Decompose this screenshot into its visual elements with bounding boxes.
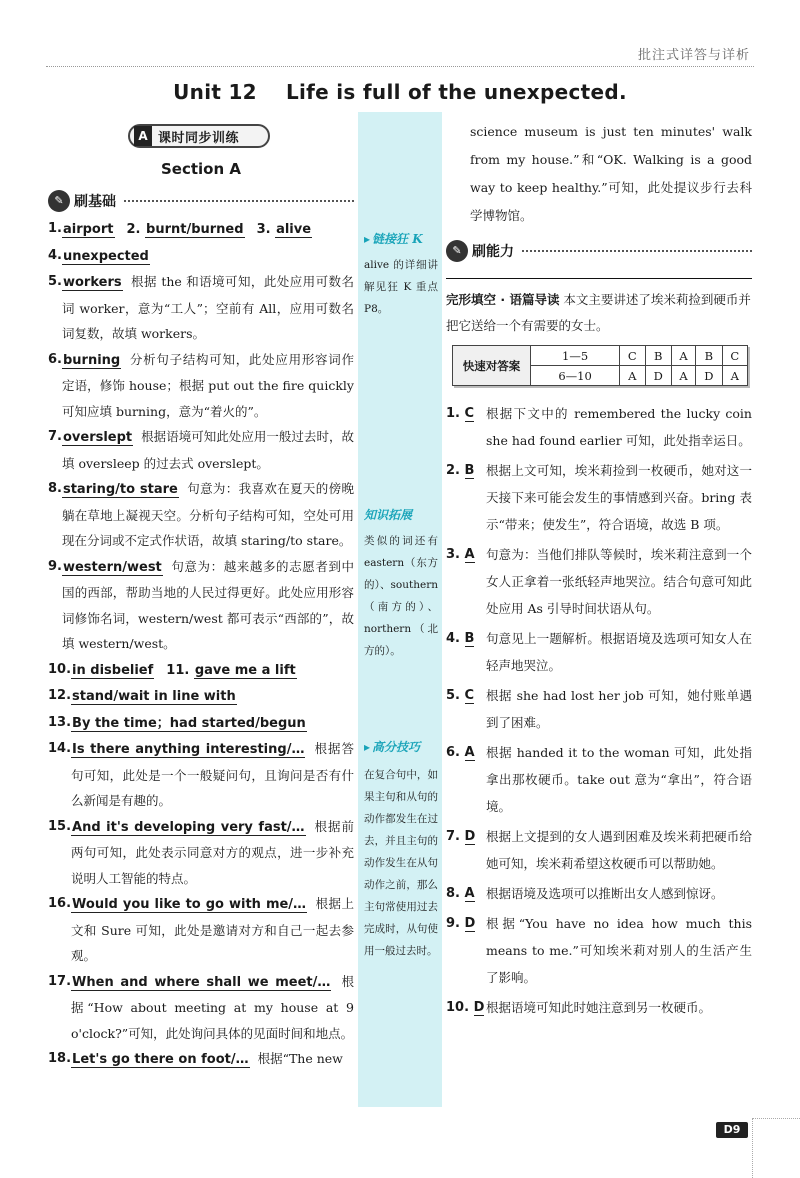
item-number-text: 4. — [446, 631, 460, 646]
item-body — [71, 710, 354, 737]
answer-item — [48, 347, 354, 425]
answer-letter: A — [464, 547, 475, 562]
answer-letter: A — [464, 886, 475, 901]
answer-item — [48, 424, 354, 476]
header-divider — [46, 66, 754, 67]
explanation-text: 句意为：我喜欢在夏天的傍晚躺在草地上凝视天空。分析句子结构可知，空处可用现在分词或不定式作状语，故填 staring/to stare。 — [61, 481, 354, 548]
cloze-item — [446, 682, 752, 736]
explanation-text: 句意为：当他们排队等候时，埃米莉注意到一个女人正拿着一张纸轻声地哭泣。结合句意可知此处应用 As 引导时间状语从句。 — [486, 547, 752, 616]
answer-text: airport — [62, 222, 114, 237]
item-number: 3. — [256, 222, 276, 237]
item-number — [446, 994, 486, 1021]
sidebar-notes — [358, 112, 442, 1107]
answer-text: overslept — [62, 430, 133, 445]
item-body — [71, 657, 354, 684]
item-number-text: 3. — [446, 547, 460, 562]
explanation-text: 根据语境可知此处应用一般过去时，故填 oversleep 的过去式 overslept。 — [61, 429, 354, 471]
answer-text: western/west — [62, 559, 162, 575]
range-cell: 6—10 — [531, 366, 620, 386]
section-title: Section A — [161, 160, 241, 178]
answer-text: gave me a lift — [194, 662, 296, 678]
table-row — [453, 346, 748, 366]
tip-note: 在复合句中，如果主句和从句的动作都发生在过去，并且主句的动作发生在从句动作之前，那么主句常使用过去完成时，从句使用一般过去时。 — [364, 769, 438, 957]
explanation-text: 根据语境可知此时她注意到另一枚硬币。 — [486, 1000, 712, 1015]
item-number-text: 2. — [446, 463, 460, 478]
explanation-text: 根据前两句可知，此处表示同意对方的观点，进一步补充说明人工智能的特点。 — [71, 818, 354, 886]
answer-text: in disbelief — [72, 662, 154, 678]
item-number: 10. — [48, 661, 72, 677]
explanation-text: 根据答句可知，此处是一个一般疑问句，且询问是否有什么新闻是有趣的。 — [71, 741, 354, 808]
answer-item — [48, 216, 354, 243]
explanation-text: 根据 the 和语境可知，此处应用可数名词 worker，意为“工人”；空前有 All，应用可数名词复数，故填 workers。 — [61, 274, 354, 341]
explanation-text: 句意见上一题解析。根据语境及选项可知女人在轻声地哭泣。 — [486, 631, 752, 673]
item-number: 17. — [48, 973, 72, 989]
answer-letter: A — [464, 745, 475, 760]
item-number — [446, 400, 486, 454]
link-tag: ▸ 链接狂 K — [364, 232, 423, 246]
explanation-text: 根据上文可知，埃米莉捡到一枚硬币，她对这一天接下来可能会发生的事情感到兴奋。bring 表示“带来；使发生”，符合语境，故选 B 项。 — [486, 463, 752, 532]
item-body — [62, 269, 354, 347]
item-number: 12. — [48, 688, 72, 703]
answer-cell: A — [672, 346, 696, 366]
explanation-text: 根据 handed it to the woman 可知，此处指拿出那枚硬币。take out 意为“拿出”，符合语境。 — [486, 745, 752, 814]
item-number-text: 7. — [446, 829, 460, 844]
answer-text: unexpected — [62, 248, 149, 264]
dotted-divider — [522, 250, 752, 252]
answer-item — [48, 683, 354, 710]
answer-text: stand/wait in line with — [72, 689, 236, 704]
item-number — [446, 823, 486, 877]
item-body — [62, 347, 354, 425]
answer-cell: D — [645, 366, 671, 386]
item-number: 18. — [48, 1051, 72, 1066]
cloze-item — [446, 457, 752, 538]
item-body — [71, 1046, 354, 1073]
item-body — [71, 814, 354, 892]
cloze-item — [446, 739, 752, 820]
explanation-text: 分析句子结构可知，此处应用形容词作定语，修饰 house；根据 put out the fire quickly 可知应填 burning，意为“着火的”。 — [61, 351, 354, 419]
explanation-text: 根据下文中的 remembered the lucky coin she had found earlier 可知，此处指幸运日。 — [486, 406, 752, 448]
answer-letter: D — [473, 1000, 485, 1015]
item-body — [71, 736, 354, 814]
item-body — [62, 216, 354, 243]
item-number: 1. — [48, 221, 62, 236]
explanation-text: 句意为：越来越多的志愿者到中国的西部，帮助当地的人民过得更好。此处应用形容词修饰名词，western/west 都可表示“西部的”，故填 western/west。 — [61, 558, 354, 651]
cloze-lead-text: 本文主要讲述了埃米莉捡到硬币并把它送给一个有需要的女士。 — [446, 292, 751, 333]
item-number: 4. — [48, 247, 62, 263]
cloze-item — [446, 400, 752, 454]
item-body — [71, 891, 354, 969]
cloze-intro — [446, 278, 752, 386]
cloze-item — [446, 910, 752, 991]
item-number-text: 9. — [446, 916, 460, 931]
brush-icon: ✎ — [48, 190, 70, 212]
answer-cell: C — [722, 346, 747, 366]
item-body — [62, 554, 354, 657]
answer-text: By the time；had started/begun — [72, 715, 306, 731]
range-cell: 1—5 — [531, 346, 620, 366]
banner-text: 课时同步训练 — [158, 130, 240, 146]
item-number — [446, 541, 486, 622]
cloze-answer-list — [446, 400, 752, 1021]
header-note: 批注式详答与详析 — [637, 48, 750, 63]
item-number: 6. — [48, 351, 62, 367]
answer-text: staring/to stare — [62, 482, 178, 497]
banner-badge: A — [134, 126, 152, 146]
answer-letter: D — [464, 916, 476, 931]
explanation-text: 根据上文和 Sure 可知，此处是邀请对方和自己一起去参观。 — [71, 896, 354, 963]
answer-item — [48, 243, 354, 270]
left-column — [48, 124, 354, 1073]
answer-letter: B — [464, 463, 475, 478]
item-number — [446, 880, 486, 907]
item-number-text: 10. — [446, 1000, 470, 1015]
answer-item — [48, 891, 354, 969]
cloze-item — [446, 541, 752, 622]
answer-cell: A — [672, 366, 696, 386]
basic-block-label: 刷基础 — [74, 194, 116, 210]
answer-text: Is there anything interesting/… — [72, 742, 305, 757]
knowledge-tag: 知识拓展 — [364, 508, 413, 522]
cloze-item — [446, 880, 752, 907]
tip-tag: ▸ 高分技巧 — [364, 740, 421, 754]
page-number: D9 — [716, 1122, 748, 1138]
answer-item — [48, 657, 354, 684]
dotted-divider — [124, 200, 354, 202]
answer-letter: C — [464, 406, 475, 421]
continued-text: science museum is just ten minutes' walk from my house.”和“OK. Walking is a good way to keep healthy.”可知，此处提议步行去科学博物馆。 — [470, 124, 752, 223]
answer-text: Would you like to go with me/… — [72, 897, 307, 912]
answer-letter: C — [464, 688, 475, 703]
answer-text: And it's developing very fast/… — [72, 819, 305, 835]
item-number-text: 5. — [446, 688, 460, 703]
item-number — [446, 682, 486, 736]
basic-block-header — [48, 188, 354, 214]
item-number — [446, 457, 486, 538]
explanation-text: 根据“How about meeting at my house at 9 o'clock?”可知，此处询问具体的见面时间和地点。 — [71, 973, 354, 1041]
answer-cell: A — [722, 366, 747, 386]
right-column — [446, 118, 752, 1021]
answer-letter: B — [464, 631, 475, 646]
unit-title: Unit 12 Life is full of the unexpected. — [173, 80, 627, 104]
item-number: 5. — [48, 274, 62, 289]
explanation-text: 根据 she had lost her job 可知，她付账单遇到了困难。 — [486, 688, 752, 730]
link-note: alive 的详细讲解见狂 K 重点 P8。 — [364, 259, 438, 315]
cloze-item — [446, 994, 752, 1021]
answer-item — [48, 269, 354, 347]
item-number: 2. — [126, 222, 146, 237]
answer-cell: B — [696, 346, 722, 366]
item-number: 7. — [48, 429, 62, 444]
answer-text: When and where shall we meet/… — [72, 974, 331, 990]
item-number-text: 1. — [446, 406, 460, 421]
explanation-text: 根据“You have no idea how much this means to me.”可知埃米莉对别人的生活产生了影响。 — [486, 916, 752, 985]
item-body — [62, 243, 354, 270]
answer-cell: B — [645, 346, 671, 366]
answer-text: alive — [276, 222, 312, 237]
item-number: 11. — [166, 662, 194, 678]
ability-block-label: 刷能力 — [472, 244, 514, 260]
answer-text: burning — [62, 352, 121, 368]
answer-item — [48, 554, 354, 657]
item-number-text: 8. — [446, 886, 460, 901]
item-number: 13. — [48, 714, 72, 730]
answer-item — [48, 1046, 354, 1073]
arrow-icon: ▸ — [364, 232, 371, 246]
cloze-lead-title: 完形填空 · 语篇导读 — [446, 292, 560, 307]
item-number: 15. — [48, 818, 72, 834]
answer-item — [48, 814, 354, 892]
knowledge-note: 类似的词还有 eastern（东方的）、southern（南方的）、northern（北方的）。 — [364, 535, 438, 657]
item-number — [446, 625, 486, 679]
item-body — [62, 424, 354, 476]
explanation-text: 根据上文提到的女人遇到困难及埃米莉把硬币给她可知，埃米莉希望这枚硬币可以帮助她。 — [486, 829, 752, 871]
answer-text: workers — [62, 275, 122, 290]
arrow-icon: ▸ — [364, 740, 371, 754]
answer-text: Let's go there on foot/… — [72, 1052, 249, 1067]
ability-block-header — [446, 238, 752, 264]
item-number: 14. — [48, 741, 72, 756]
item-number: 9. — [48, 558, 62, 574]
answer-cell: A — [620, 366, 645, 386]
answer-text: burnt/burned — [146, 222, 244, 237]
section-banner — [128, 124, 270, 148]
answer-cell: D — [696, 366, 722, 386]
item-body — [62, 476, 354, 554]
item-number-text: 6. — [446, 745, 460, 760]
quick-answer-table — [452, 345, 748, 386]
item-number — [446, 739, 486, 820]
explanation-text: 根据语境及选项可以推断出女人感到惊讶。 — [486, 886, 724, 901]
item-number: 16. — [48, 896, 72, 911]
answer-letter: D — [464, 829, 476, 844]
item-body — [71, 683, 354, 710]
answer-item — [48, 969, 354, 1047]
cloze-lead — [446, 287, 752, 339]
page-corner-decoration — [752, 1118, 800, 1178]
answer-item — [48, 710, 354, 737]
item-body — [71, 969, 354, 1047]
table-header-cell: 快速对答案 — [453, 346, 531, 386]
brush-icon: ✎ — [446, 240, 468, 262]
answer-item — [48, 476, 354, 554]
cloze-item — [446, 625, 752, 679]
item-number — [446, 910, 486, 991]
answer-item — [48, 736, 354, 814]
cloze-item — [446, 823, 752, 877]
explanation-text: 根据“The new — [253, 1051, 343, 1066]
basic-answer-list — [48, 216, 354, 1073]
item-number: 8. — [48, 481, 62, 496]
answer-cell: C — [620, 346, 645, 366]
